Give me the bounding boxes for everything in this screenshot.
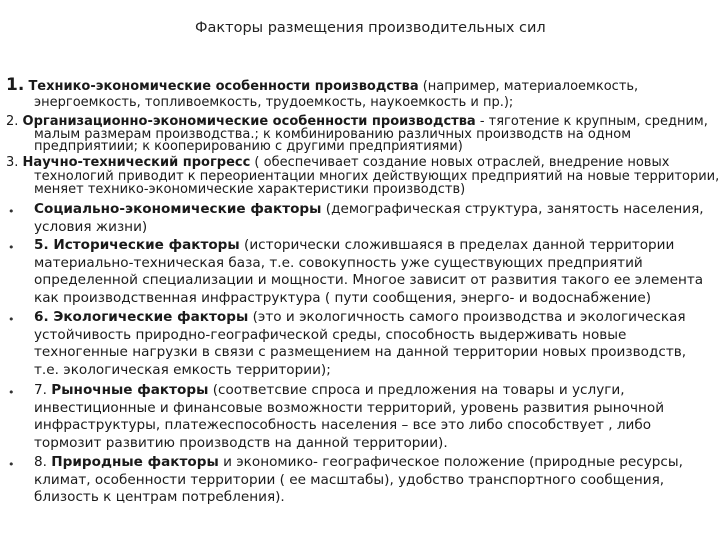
bullet-number: 8. bbox=[34, 454, 52, 470]
item-3-continuation-1: технологий приводит к переориентации многих действующих предприятий на новые территории, bbox=[34, 169, 720, 184]
bullet-item-market bbox=[34, 382, 710, 452]
item-1 bbox=[6, 75, 639, 95]
item-2-continuation-1: малым размерам производства.; к комбинированию различных производств на одном bbox=[34, 127, 632, 142]
bullet-text: (демографическая структура, занятость населения, условия жизни) bbox=[34, 201, 704, 235]
item-2-heading: Организационно-экономические особенности производства bbox=[22, 114, 476, 129]
item-1-text: (например, материалоемкость, bbox=[418, 79, 639, 94]
item-1-heading: Технико-экономические особенности производства bbox=[28, 79, 419, 94]
bullet-text: (это и экологичность самого производства и экологическая устойчивость природно-географической среды, способность выдерживать новые техногенные нагрузки в связи с размещением на данной территории новых производств, т.е. экологическая емкость территории); bbox=[34, 309, 687, 378]
bullet-heading: Рыночные факторы bbox=[51, 382, 209, 398]
bullet-marker: • bbox=[8, 386, 15, 399]
bullet-item-social bbox=[34, 201, 710, 236]
bullet-marker: • bbox=[8, 205, 15, 218]
bullet-heading: Природные факторы bbox=[51, 454, 219, 470]
bullet-text: (соответсвие спроса и предложения на товары и услуги, инвестиционные и финансовые возможности территорий, уровень развития рыночной инфраструктуры, платежеспособность населения – все это либо способствует , либо тормозит развитию производств на данной территории). bbox=[34, 382, 665, 451]
item-3 bbox=[6, 155, 669, 170]
bullet-heading: 5. Исторические факторы bbox=[34, 237, 240, 253]
item-3-number: 3. bbox=[6, 155, 19, 170]
item-2-number: 2. bbox=[6, 114, 19, 129]
bullet-item-natural bbox=[34, 454, 710, 507]
bullet-item-ecological bbox=[34, 309, 710, 379]
item-1-continuation: энергоемкость, топливоемкость, трудоемкость, наукоемкость и пр.); bbox=[34, 95, 514, 110]
bullet-item-historical bbox=[34, 237, 710, 307]
bullet-heading: 6. Экологические факторы bbox=[34, 309, 249, 325]
page-title: Факторы размещения производительных сил bbox=[195, 20, 546, 36]
item-3-heading: Научно-технический прогресс bbox=[22, 155, 251, 170]
item-2-text: - тяготение к крупным, средним, bbox=[475, 114, 708, 129]
item-1-number: 1. bbox=[6, 75, 25, 95]
item-3-continuation-2: меняет технико-экономические характеристики производств) bbox=[34, 182, 466, 197]
bullet-marker: • bbox=[8, 313, 15, 326]
bullet-text: (исторически сложившаяся в пределах данной территории материально-техническая база, т.е. совокупность уже существующих предприятий определенной специализации и мощности. Многое зависит от развития такого ее элемента как производственная инфраструктура ( пути сообщения, энерго- и водоснабжение) bbox=[34, 237, 704, 306]
item-3-text: ( обеспечивает создание новых отраслей, внедрение новых bbox=[250, 155, 670, 170]
bullet-text: и экономико- географическое положение (природные ресурсы, климат, особенности территории ( ее масштабы), удобство транспортного сообщения, близость к центрам потребления). bbox=[34, 454, 683, 505]
bullet-marker: • bbox=[8, 241, 15, 254]
bullet-heading: Социально-экономические факторы bbox=[34, 201, 322, 217]
bullet-marker: • bbox=[8, 458, 15, 471]
item-2-continuation-2: предприятиии; к кооперированию с другими предприятиями) bbox=[34, 139, 463, 154]
bullet-number: 7. bbox=[34, 382, 52, 398]
